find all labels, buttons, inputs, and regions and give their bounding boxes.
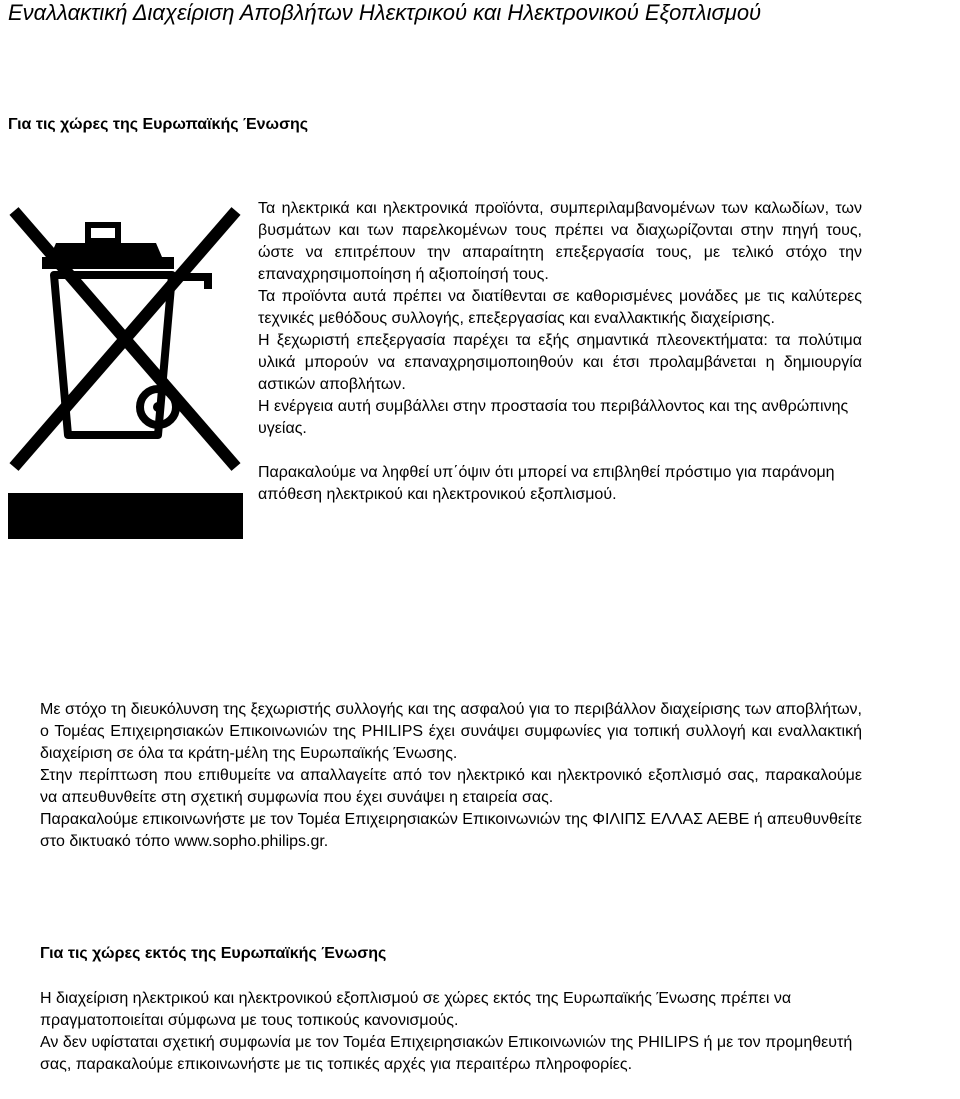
philips-paragraph: Παρακαλούμε επικοινωνήστε με τον Τομέα Επιχειρησιακών Επικοινωνιών της ΦΙΛΙΠΣ ΕΛΛΑΣ ΑΕΒΕ ή απευθυνθείτε στο δικτυακό τόπο www.sopho.philips.gr. bbox=[40, 811, 862, 850]
eu-paragraph: Τα ηλεκτρικά και ηλεκτρονικά προϊόντα, συμπεριλαμβανομένων των καλωδίων, των βυσμάτων και των παρελκομένων τους πρέπει να διαχωρίζονται στην πηγή τους, ώστε να επιτρέπουν την απαραίτητη επεξεργασία τους, με τελικό στόχο την επαναχρησιμοποίηση ή αξιοποίησή τους. bbox=[258, 200, 862, 283]
eu-section-text bbox=[258, 198, 862, 506]
non-eu-section-text bbox=[40, 988, 862, 1076]
non-eu-section-heading: Για τις χώρες εκτός της Ευρωπαϊκής Ένωσης bbox=[40, 945, 387, 962]
eu-paragraph: Η ξεχωριστή επεξεργασία παρέχει τα εξής σημαντικά πλεονεκτήματα: τα πολύτιμα υλικά μπορούν να επαναχρησιμοποιηθούν και έτσι προλαμβάνεται η δημιουργία αστικών αποβλήτων. bbox=[258, 332, 862, 393]
philips-section-text bbox=[40, 699, 862, 853]
document-title: Εναλλακτική Διαχείριση Αποβλήτων Ηλεκτρικού και Ηλεκτρονικού Εξοπλισμού bbox=[8, 0, 762, 25]
eu-fine-notice: Παρακαλούμε να ληφθεί υπ΄όψιν ότι μπορεί να επιβληθεί πρόστιμο για παράνομη απόθεση ηλεκτρικού και ηλεκτρονικού εξοπλισμού. bbox=[258, 464, 835, 503]
crossed-out-wheelie-bin-icon bbox=[8, 205, 243, 540]
eu-paragraph: Η ενέργεια αυτή συμβάλλει στην προστασία του περιβάλλοντος και της ανθρώπινης υγείας. bbox=[258, 398, 849, 437]
philips-paragraph: Στην περίπτωση που επιθυμείτε να απαλλαγείτε από τον ηλεκτρικό και ηλεκτρονικό εξοπλισμό σας, παρακαλούμε να απευθυνθείτε στη σχετική συμφωνία που έχει συνάψει η εταιρεία σας. bbox=[40, 767, 862, 806]
non-eu-paragraph: Αν δεν υφίσταται σχετική συμφωνία με τον Τομέα Επιχειρησιακών Επικοινωνιών της PHILIPS ή με τον προμηθευτή σας, παρακαλούμε επικοινωνήστε με τις τοπικές αρχές για περαιτέρω πληροφορίες. bbox=[40, 1034, 853, 1073]
eu-section-heading: Για τις χώρες της Ευρωπαϊκής Ένωσης bbox=[8, 116, 309, 133]
eu-paragraph: Τα προϊόντα αυτά πρέπει να διατίθενται σε καθορισμένες μονάδες με τις καλύτερες τεχνικές μεθόδους συλλογής, επεξεργασίας και εναλλακτικής διαχείρισης. bbox=[258, 288, 862, 327]
philips-paragraph: Με στόχο τη διευκόλυνση της ξεχωριστής συλλογής και της ασφαλού για το περιβάλλον διαχείρισης των αποβλήτων, ο Τομέας Επιχειρησιακών Επικοινωνιών της PHILIPS έχει συνάψει συμφωνίες για τοπική συλλογή και εναλλακτική διαχείριση σε όλα τα κράτη-μέλη της Ευρωπαϊκής Ένωσης. bbox=[40, 701, 862, 762]
non-eu-paragraph: Η διαχείριση ηλεκτρικού και ηλεκτρονικού εξοπλισμού σε χώρες εκτός της Ευρωπαϊκής Ένωσης πρέπει να πραγματοποιείται σύμφωνα με τους τοπικούς κανονισμούς. bbox=[40, 990, 792, 1029]
